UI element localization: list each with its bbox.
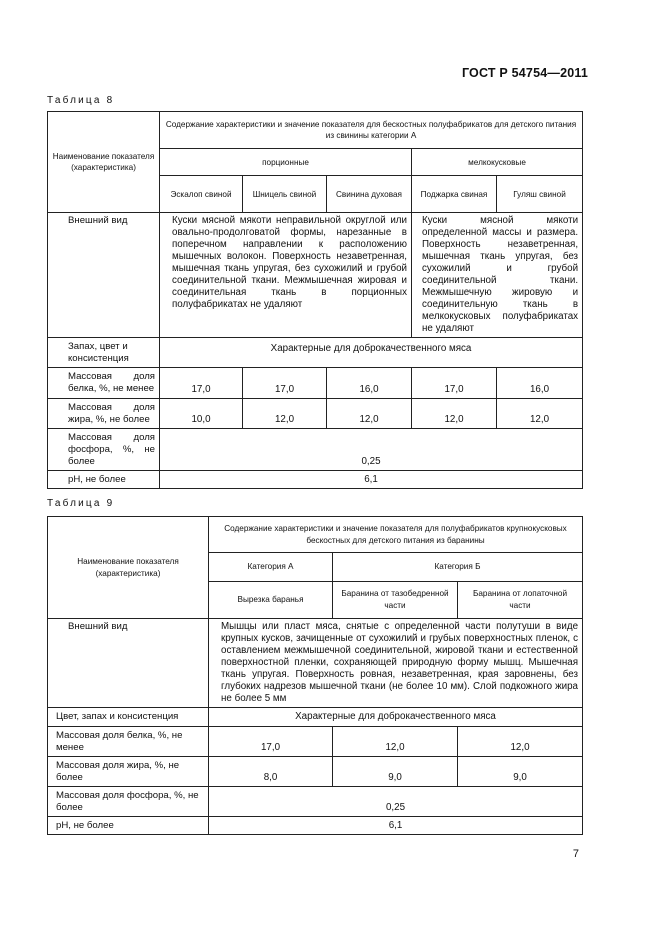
table9-row-fat-name: Массовая доля жира, %, не более — [48, 757, 209, 787]
table8-protein-podzharka: 17,0 — [412, 368, 497, 399]
table8-protein-roast-pork: 16,0 — [327, 368, 412, 399]
table8-row-phosphorus-name: Массовая доля фосфора, %, не более — [48, 429, 160, 471]
table8-protein-goulash: 16,0 — [497, 368, 583, 399]
table8-fat-schnitzel: 12,0 — [243, 399, 327, 429]
table8-col-schnitzel: Шницель свиной — [243, 176, 327, 213]
table9-content-header: Содержание характеристики и значение показателя для полуфабрикатов крупнокусковых бескостных для детского питания из баранины — [209, 517, 583, 553]
table8-fat-roast-pork: 12,0 — [327, 399, 412, 429]
table8-smell-value: Характерные для доброкачественного мяса — [160, 338, 583, 368]
table8 — [47, 111, 583, 489]
table9-cat-b: Категория Б — [333, 553, 583, 582]
table8-ph-value: 6,1 — [160, 471, 583, 489]
table8-col-escalope: Эскалоп свиной — [160, 176, 243, 213]
table8-fat-podzharka: 12,0 — [412, 399, 497, 429]
table9-phosphorus-value: 0,25 — [209, 787, 583, 817]
table9-protein-tenderloin: 17,0 — [209, 727, 333, 757]
table8-col-goulash: Гуляш свиной — [497, 176, 583, 213]
table8-row-appearance-name: Внешний вид — [48, 213, 160, 338]
table9-fat-shoulder: 9,0 — [458, 757, 583, 787]
page-number: 7 — [572, 848, 579, 860]
table8-protein-schnitzel: 17,0 — [243, 368, 327, 399]
table9-row-smell-name: Цвет, запах и консистенция — [48, 708, 209, 727]
table8-group-small: мелкокусковые — [412, 149, 583, 176]
table9-fat-hip: 9,0 — [333, 757, 458, 787]
table9-appearance-value: Мышцы или пласт мяса, снятые с определенной части полутуши в виде крупных кусков, зачищенные от сухожилий и грубых поверхностных пленок, с оставлением межмышечной соединительной, жировой ткани и естественной поверхностной пленки, сохраняющей природную форму мышц. Мышечная ткань упругая. Поверхность ровная, незаветренная, края заровнены, без глубоких надрезов мышечной ткани (не более 10 мм). Слой подкожного жира не более 5 мм — [209, 619, 583, 708]
table8-row-smell-name: Запах, цвет и консистенция — [48, 338, 160, 368]
table8-appearance-small: Куски мясной мякоти определенной массы и размера. Поверхность незаветренная, мышечная ткань упругая, без сухожилий и грубой соединительной ткани. Межмышечную жировую и соединительную ткань в мелкокусковых полуфабрикатах не удаляют — [412, 213, 583, 338]
table9 — [47, 516, 583, 835]
table9-col-tenderloin: Вырезка баранья — [209, 582, 333, 619]
table8-row-protein-name: Массовая доля белка, %, не менее — [48, 368, 160, 399]
table9-smell-value: Характерные для доброкачественного мяса — [209, 708, 583, 727]
table8-col-roast-pork: Свинина духовая — [327, 176, 412, 213]
table8-phosphorus-value: 0,25 — [160, 429, 583, 471]
table9-protein-hip: 12,0 — [333, 727, 458, 757]
table8-fat-goulash: 12,0 — [497, 399, 583, 429]
table8-content-header: Содержание характеристики и значение показателя для бескостных полуфабрикатов для детского питания из свинины категории А — [160, 112, 583, 149]
table9-row-phosphorus-name: Массовая доля фосфора, %, не более — [48, 787, 209, 817]
table8-group-portion: порционные — [160, 149, 412, 176]
table9-label: Таблица 9 — [47, 498, 115, 509]
table9-row-ph-name: pH, не более — [48, 817, 209, 835]
table9-ph-value: 6,1 — [209, 817, 583, 835]
table8-fat-escalope: 10,0 — [160, 399, 243, 429]
table9-fat-tenderloin: 8,0 — [209, 757, 333, 787]
table8-protein-escalope: 17,0 — [160, 368, 243, 399]
table9-col-shoulder: Баранина от лопаточной части — [458, 582, 583, 619]
table9-row-protein-name: Массовая доля белка, %, не менее — [48, 727, 209, 757]
table8-name-header: Наименование показателя (характеристика) — [48, 112, 160, 213]
table9-protein-shoulder: 12,0 — [458, 727, 583, 757]
table9-row-appearance-name: Внешний вид — [48, 619, 209, 708]
standard-designation: ГОСТ Р 54754—2011 — [461, 66, 588, 80]
table8-col-podzharka: Поджарка свиная — [412, 176, 497, 213]
table8-row-ph-name: pH, не более — [48, 471, 160, 489]
table9-cat-a: Категория А — [209, 553, 333, 582]
table8-label: Таблица 8 — [47, 95, 115, 106]
table9-name-header: Наименование показателя (характеристика) — [48, 517, 209, 619]
table8-row-fat-name: Массовая доля жира, %, не более — [48, 399, 160, 429]
table9-col-hip: Баранина от тазобедренной части — [333, 582, 458, 619]
table8-appearance-portion: Куски мясной мякоти неправильной округлой или овально-продолговатой формы, нарезанные в поперечном направлении к расположению мышечных волокон. Поверхность незаветренная, мышечная ткань упругая, без сухожилий и грубой соединительной ткани. Межмышечная жировая и соединительная ткань в порционных полуфабрикатах не удаляют — [160, 213, 412, 338]
